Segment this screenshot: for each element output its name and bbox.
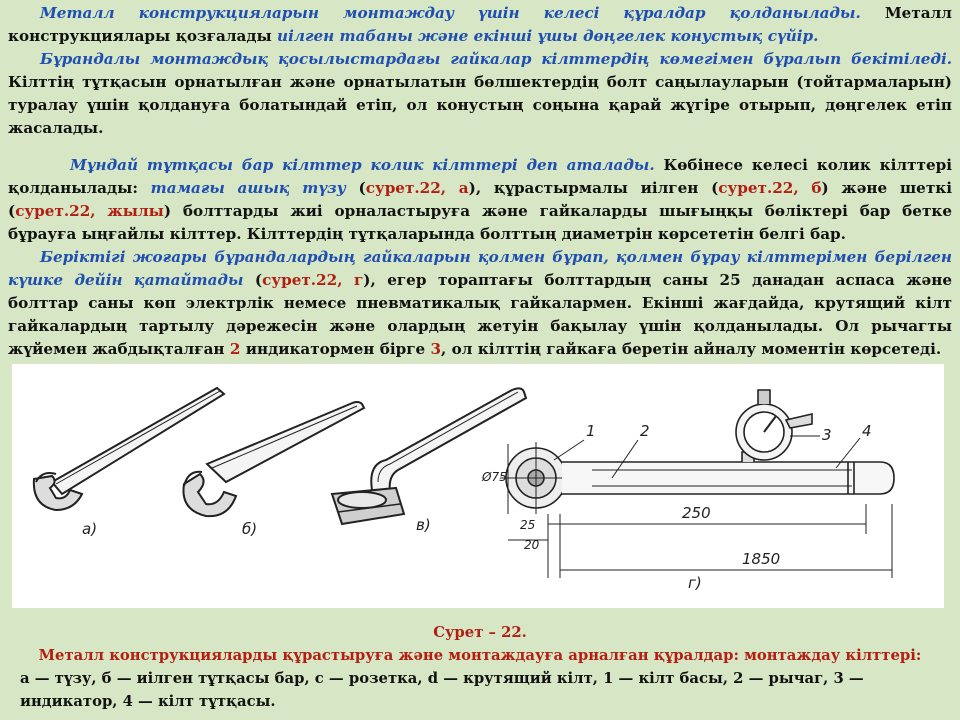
- label-a: а): [82, 520, 98, 538]
- figure-22: [12, 364, 944, 608]
- caption-title: Сурет – 22.: [433, 624, 527, 641]
- dim-25: 25: [520, 518, 536, 532]
- callout-4: 4: [862, 422, 872, 440]
- paragraph-2: Бұрандалы монтаждық қосылыстардағы гайкалар кілттердің көмегімен бұралып бекітіледі. Кілттің тұтқасын орнатылған және орнатылатын бөлшектердің болт саңылауларын (тойтармаларын) туралау үшін қолдануға болатындай етіп, ол конустың соңына қарай жүгіре отырып, дөңгелек етіп жасалады.: [8, 50, 952, 137]
- callout-2: 2: [640, 422, 650, 440]
- dim-20: 20: [524, 538, 540, 552]
- label-g: г): [688, 574, 702, 592]
- caption-legend: а — түзу, б — иілген тұтқасы бар, c — розетка, d — крутящий кілт, 1 — кілт басы, 2 — рычаг, 3 — индикатор, 4 — кілт тұтқасы.: [20, 670, 864, 710]
- wrench-g-drawing: [500, 390, 894, 578]
- label-v: в): [416, 516, 431, 534]
- caption-subtitle: Металл конструкцияларды құрастыруға және монтаждауға арналған құралдар: монтаждау кілттері:: [38, 647, 922, 664]
- callout-1: 1: [586, 422, 596, 440]
- main-text: [8, 2, 952, 361]
- wrench-drawings: [12, 364, 944, 608]
- dim-250: 250: [682, 504, 711, 522]
- callout-3: 3: [822, 426, 832, 444]
- paragraph-1: Металл конструкцияларын монтаждау үшін келесі құралдар қолданылады. Металл конструкциялары қозғалады иілген табаны және екінші ұшы дөңгелек конустық сүйір.: [8, 4, 952, 45]
- dim-75: Ø75: [482, 470, 507, 484]
- paragraph-3: Мұндай тұтқасы бар кілттер колик кілттері деп аталады. Көбінесе келесі колик кілттері қолданылады: тамағы ашық түзу (сурет.22, а), құрастырмалы иілген (сурет.22, б) және шеткі (сурет.22, жылы) болттарды жиі орналастыруға және гайкаларды шығыңқы бөліктері бар бетке бұрауға ыңғайлы кілттер. Кілттердің тұтқаларында болттың диаметрін көрсететін белгі бар.: [8, 156, 953, 243]
- paragraph-4: Беріктігі жоғары бұрандалардың гайкаларын қолмен бұрап, қолмен бұрау кілттерімен берілген күшке дейін қатайтады (сурет.22, г), егер тораптағы болттардың саны 25 данадан аспаса және болттар саны көп электрлік немесе пневматикалық гайкалармен. Екінші жағдайда, крутящий кілт гайкалардың тартылу дәрежесін және олардың жетуін бақылау үшін қолданылады. Ол рычагты жүйемен жабдықталған 2 индикатормен бірге 3, ол кілттің гайкаға беретін айналу моментін көрсетеді.: [8, 248, 952, 358]
- figure-caption: [10, 621, 950, 713]
- label-b: б): [242, 520, 258, 538]
- dim-1850: 1850: [742, 550, 781, 568]
